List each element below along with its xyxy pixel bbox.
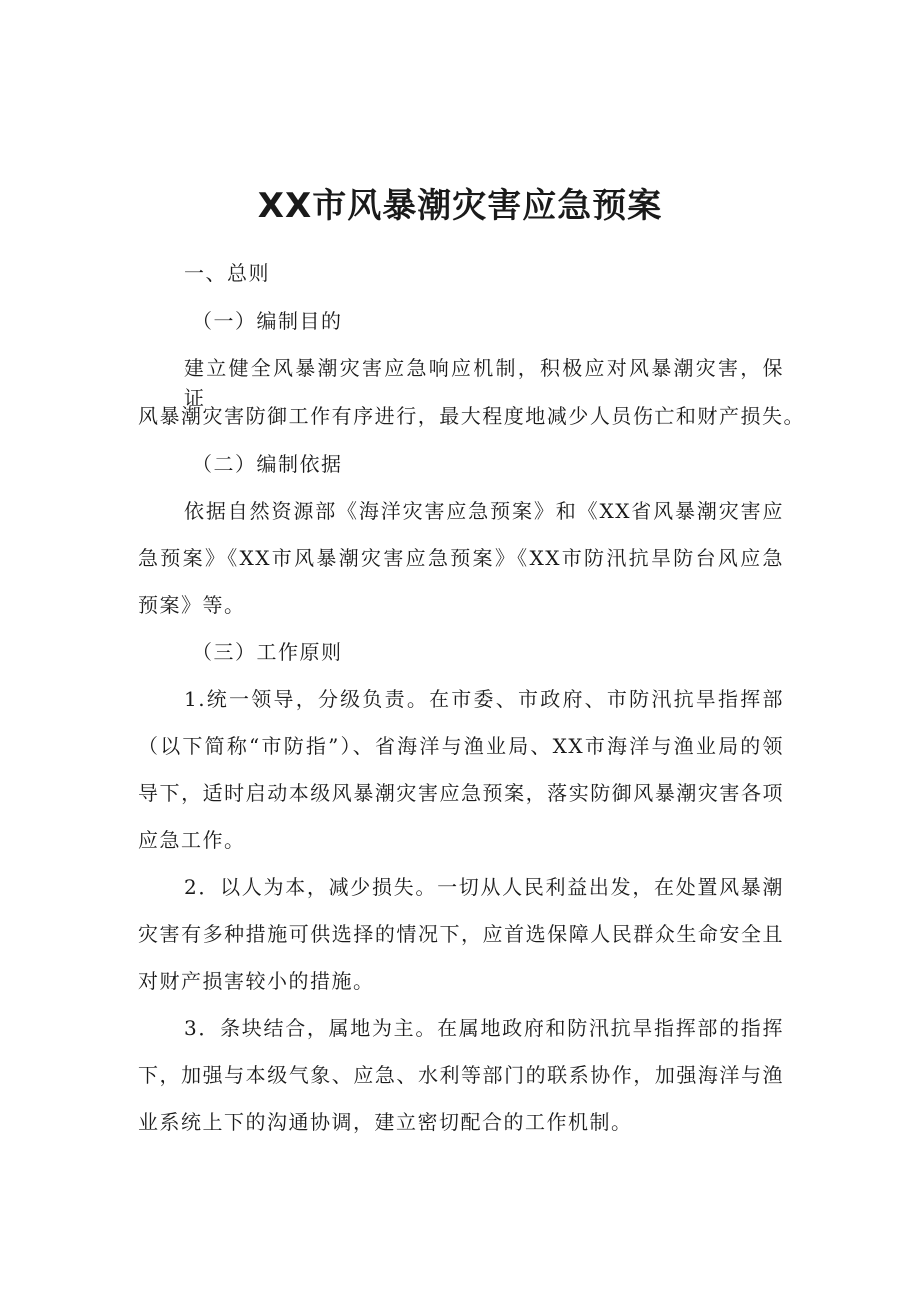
principle-line: 应急工作。 — [138, 828, 246, 852]
subsection-heading-basis: （二）编制依据 — [192, 452, 343, 476]
subsection-heading-principles: （三）工作原则 — [192, 640, 343, 664]
principle-line: 1.统一领导，分级负责。在市委、市政府、市防汛抗旱指挥部 — [184, 687, 784, 711]
document-title: XX市风暴潮灾害应急预案 — [257, 186, 663, 226]
principle-line: 对财产损害较小的措施。 — [138, 969, 375, 993]
principle-line: 灾害有多种措施可供选择的情况下，应首选保障人民群众生命安全且 — [138, 922, 784, 946]
principle-line: 2．以人为本，减少损失。一切从人民利益出发，在处置风暴潮 — [184, 875, 784, 899]
subsection-heading-purpose: （一）编制目的 — [192, 309, 343, 333]
principle-line: 3．条块结合，属地为主。在属地政府和防汛抗旱指挥部的指挥 — [184, 1016, 784, 1040]
principle-line: 业系统上下的沟通协调，建立密切配合的工作机制。 — [138, 1110, 633, 1134]
principle-line: （以下简称“市防指”）、省海洋与渔业局、XX市海洋与渔业局的领 — [138, 734, 784, 758]
paragraph-line: 急预案》《XX市风暴潮灾害应急预案》《XX市防汛抗旱防台风应急 — [138, 546, 784, 570]
paragraph-line: 依据自然资源部《海洋灾害应急预案》和《XX省风暴潮灾害应 — [184, 499, 784, 523]
paragraph-line: 建立健全风暴潮灾害应急响应机制，积极应对风暴潮灾害，保证 — [184, 356, 784, 410]
principle-line: 下，加强与本级气象、应急、水利等部门的联系协作，加强海洋与渔 — [138, 1063, 784, 1087]
principle-line: 导下，适时启动本级风暴潮灾害应急预案，落实防御风暴潮灾害各项 — [138, 781, 784, 805]
paragraph-line: 预案》等。 — [138, 593, 246, 617]
paragraph-line: 风暴潮灾害防御工作有序进行，最大程度地减少人员伤亡和财产损失。 — [138, 404, 804, 428]
section-heading-general: 一、总则 — [184, 261, 270, 285]
